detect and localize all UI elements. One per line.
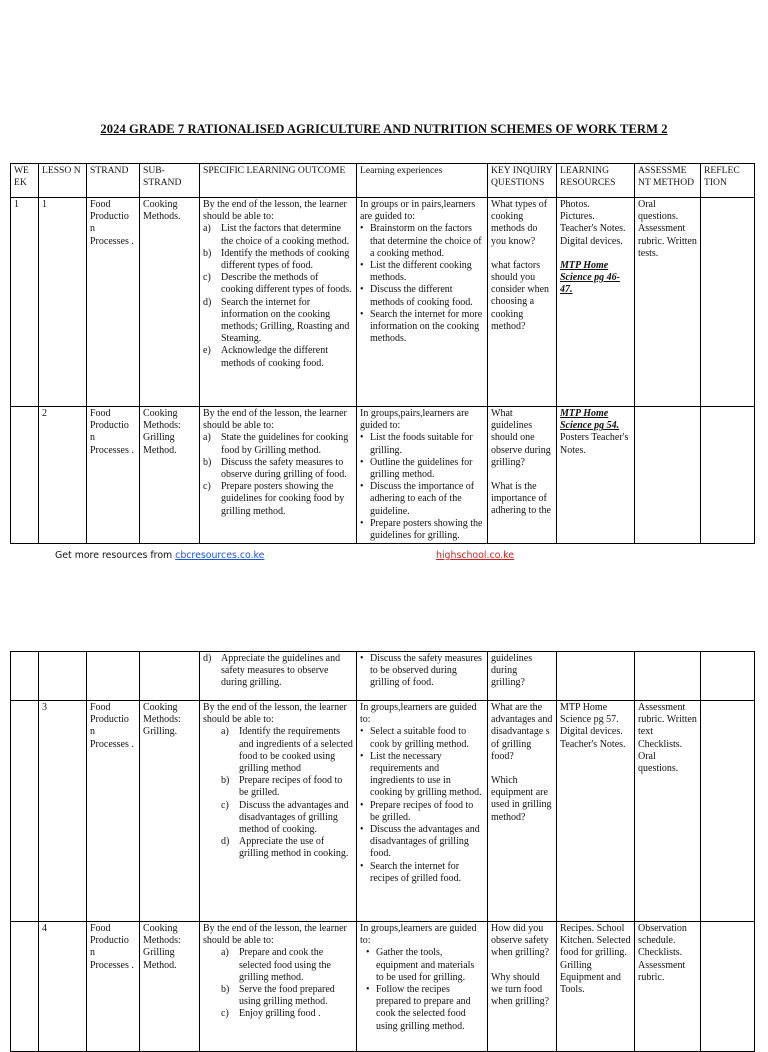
outcome-intro: By the end of the lesson, the learner should be able to: [203, 408, 347, 432]
list-item: b) Discuss the safety measures to observe during grilling of food. [203, 456, 347, 481]
header-row [11, 164, 755, 198]
inquiry-question: What are the advantages and disadvantage s of grilling food? [491, 702, 553, 762]
outcome-list [203, 432, 353, 517]
list-item: d) Search the internet for information on the cooking methods; Grilling, Roasting and Steaming. [203, 296, 350, 345]
inquiry-question: What guidelines should one observe during grilling? [491, 408, 551, 468]
header-outcome: SPECIFIC LEARNING OUTCOME [200, 164, 357, 198]
list-item: • Follow the recipes prepared to prepare and cook the selected food using grilling method. [360, 984, 484, 1033]
sub-strand-cell: Cooking Methods: Grilling Method. [140, 407, 200, 544]
assessment-cell [635, 407, 701, 544]
inquiry-question: Which equipment are used in grilling method? [491, 775, 552, 823]
week-cell [11, 407, 39, 544]
lesson-cell: 3 [39, 701, 87, 922]
experiences-list [360, 947, 484, 1032]
schemes-table-page-2 [10, 651, 755, 1052]
list-item: • List the foods suitable for grilling. [360, 432, 484, 456]
resource-line: Photos. [560, 199, 590, 210]
strand-cell: Food Productio n Processes . [87, 407, 140, 544]
outcome-list [203, 653, 353, 690]
list-item: • Discuss the safety measures to be observed during grilling of food. [360, 653, 484, 690]
resource-line: Posters Teacher's Notes. [560, 432, 629, 456]
inquiry-question: What types of cooking methods do you know? [491, 199, 548, 247]
lesson-cell: 1 [39, 198, 87, 407]
list-item: • Search the internet for recipes of grilled food. [360, 861, 484, 885]
resources-cell: Recipes. School Kitchen. Selected food for grilling. Grilling Equipment and Tools. [557, 922, 635, 1052]
assessment-cell: Observation schedule. Checklists. Assessment rubric. [635, 922, 701, 1052]
list-item: • Gather the tools, equipment and materials to be used for grilling. [360, 947, 484, 984]
header-reflection: REFLEC TION [701, 164, 755, 198]
assessment-cell: Assessment rubric. Written text Checklists. Oral questions. [635, 701, 701, 922]
reflection-cell [701, 407, 755, 544]
sub-strand-cell: Cooking Methods. [140, 198, 200, 407]
list-item: a) List the factors that determine the choice of a cooking method. [203, 223, 350, 247]
list-item: d) Appreciate the guidelines and safety measures to observe during grilling. [203, 653, 341, 689]
strand-cell: Food Productio n Processes . [87, 198, 140, 407]
inquiry-question: How did you observe safety when grilling? [491, 923, 550, 959]
resource-line: Teacher's Notes. [560, 223, 626, 235]
outcome-list [203, 223, 353, 369]
week-cell: 1 [11, 198, 39, 407]
experiences-cell [357, 198, 488, 407]
table-row [11, 407, 755, 544]
reflection-cell [701, 922, 755, 1052]
experiences-intro: In groups,learners are guided to: [360, 923, 477, 947]
header-assessment: ASSESSME NT METHOD [635, 164, 701, 198]
outcome-cell [200, 922, 357, 1052]
table-row [11, 922, 755, 1052]
assessment-cell: Oral questions. Assessment rubric. Written tests. [635, 198, 701, 407]
list-item: d) Appreciate the use of grilling method in cooking. [221, 836, 349, 860]
resources-cell [557, 198, 635, 407]
header-sub-strand: SUB-STRAND [140, 164, 200, 198]
header-questions: KEY INQUIRY QUESTIONS [488, 164, 557, 198]
header-week: WE EK [11, 164, 39, 198]
textbook-reference: MTP Home Science pg 54. [560, 408, 620, 432]
header-lesson: LESSO N [39, 164, 87, 198]
experiences-cell [357, 407, 488, 544]
list-item: • Brainstorm on the factors that determine the choice of a cooking method. [360, 223, 484, 260]
experiences-list [360, 223, 484, 345]
list-item: b) Identify the methods of cooking different types of food. [203, 247, 350, 272]
outcome-list [203, 726, 353, 860]
sub-strand-cell: Cooking Methods: Grilling. [140, 701, 200, 922]
schemes-table-page-1 [10, 163, 755, 544]
list-item: • Prepare posters showing the guidelines for grilling. [360, 518, 484, 542]
list-item: c) Enjoy grilling food . [221, 1008, 321, 1020]
list-item: e) Acknowledge the different methods of cooking food. [203, 345, 328, 369]
list-item: • Outline the guidelines for grilling method. [360, 457, 484, 481]
list-item: a) Identify the requirements and ingredients of a selected food to be cooked using grilling method [221, 726, 353, 775]
inquiry-question: What is the importance of adhering to the [491, 481, 551, 517]
strand-cell: Food Productio n Processes . [87, 701, 140, 922]
list-item: • List the different cooking methods. [360, 260, 484, 284]
list-item: b) Prepare recipes of food to be grilled. [221, 775, 343, 799]
document-title: 2024 GRADE 7 RATIONALISED AGRICULTURE AND NUTRITION SCHEMES OF WORK TERM 2 [100, 122, 668, 136]
questions-cell [488, 407, 557, 544]
list-item: • Prepare recipes of food to be grilled. [360, 800, 484, 824]
strand-cell: Food Productio n Processes . [87, 922, 140, 1052]
list-item: • Discuss the different methods of cooking food. [360, 284, 484, 308]
header-strand: STRAND [87, 164, 140, 198]
list-item: • Select a suitable food to cook by grilling method. [360, 726, 484, 750]
lesson-cell: 2 [39, 407, 87, 544]
sub-strand-cell: Cooking Methods: Grilling Method. [140, 922, 200, 1052]
outcome-intro: By the end of the lesson, the learner should be able to: [203, 923, 347, 947]
resource-line: Digital devices. [560, 235, 623, 247]
questions-cell [488, 701, 557, 922]
outcome-cell [200, 652, 357, 701]
list-item: b) Serve the food prepared using grilling method. [221, 984, 335, 1008]
resources-cell [557, 407, 635, 544]
questions-cell [488, 922, 557, 1052]
outcome-cell [200, 701, 357, 922]
outcome-intro: By the end of the lesson, the learner should be able to: [203, 199, 347, 223]
list-item: c) Discuss the advantages and disadvantages of grilling method of cooking. [221, 799, 349, 836]
header-experiences: Learning experiences [357, 164, 488, 198]
table-row [11, 198, 755, 407]
resource-line: Pictures. [560, 211, 595, 223]
experiences-cell [357, 922, 488, 1052]
highschool-link[interactable]: highschool.co.ke [436, 550, 515, 561]
experiences-intro: In groups or in pairs,learners are guided to: [360, 199, 476, 223]
lesson-cell: 4 [39, 922, 87, 1052]
list-item: a) Prepare and cook the selected food using the grilling method. [221, 947, 331, 983]
reflection-cell [701, 198, 755, 407]
week-cell [11, 701, 39, 922]
outcome-list [203, 947, 353, 1020]
experiences-intro: In groups,pairs,learners are guided to: [360, 408, 469, 432]
list-item: • Discuss the advantages and disadvantages of grilling food. [360, 824, 484, 861]
list-item: • List the necessary requirements and ingredients to use in cooking by grilling method. [360, 751, 484, 800]
outcome-cell [200, 407, 357, 544]
textbook-reference: MTP Home Science pg 46-47. [560, 259, 620, 296]
list-item: • Discuss the importance of adhering to each of the guideline. [360, 481, 484, 518]
outcome-cell [200, 198, 357, 407]
list-item: c) Describe the methods of cooking different types of foods. [203, 272, 352, 296]
experiences-list [360, 726, 484, 885]
experiences-cell [357, 652, 488, 701]
list-item: • Search the internet for more information on the cooking methods. [360, 309, 484, 346]
experiences-intro: In groups,learners are guided to: [360, 702, 477, 726]
questions-cell: guidelines during grilling? [488, 652, 557, 701]
header-resources: LEARNING RESOURCES [557, 164, 635, 198]
experiences-list [360, 653, 484, 690]
footer-left: Get more resources from cbcresources.co.ke [55, 550, 265, 561]
list-item: a) State the guidelines for cooking food by Grilling method. [203, 432, 349, 456]
experiences-cell [357, 701, 488, 922]
reflection-cell [701, 701, 755, 922]
table-row [11, 652, 755, 701]
resources-cell: MTP Home Science pg 57. Digital devices. Teacher's Notes. [557, 701, 635, 922]
inquiry-question: Why should we turn food when grilling? [491, 971, 550, 1008]
list-item: c) Prepare posters showing the guidelines for cooking food by grilling method. [203, 481, 345, 517]
cbcresources-link[interactable]: cbcresources.co.ke [175, 550, 265, 561]
questions-cell [488, 198, 557, 407]
table-row [11, 701, 755, 922]
week-cell [11, 922, 39, 1052]
experiences-list [360, 432, 484, 542]
inquiry-question: what factors should you consider when choosing a cooking method? [491, 259, 550, 332]
outcome-intro: By the end of the lesson, the learner should be able to: [203, 702, 347, 726]
